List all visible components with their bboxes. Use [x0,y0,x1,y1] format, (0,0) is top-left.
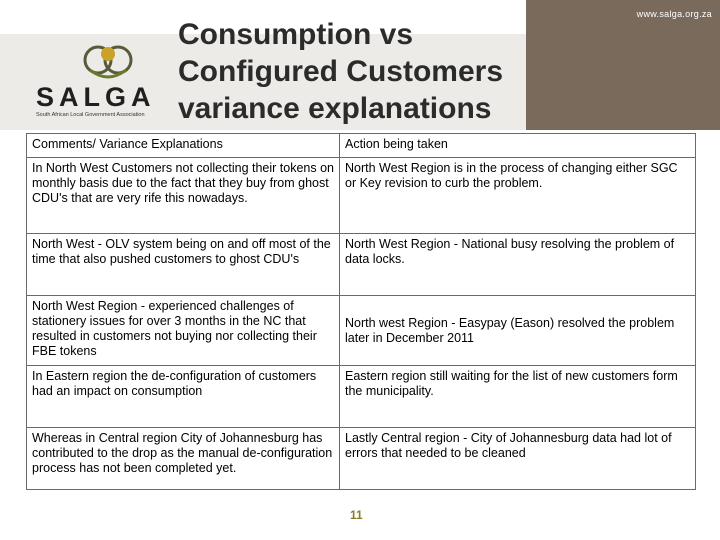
action-cell: North west Region - Easypay (Eason) resolved the problem later in December 2011 [340,296,696,366]
variance-table [26,133,696,490]
table-row [27,158,696,234]
table-row [27,428,696,490]
page-number: 11 [350,508,363,522]
salga-emblem-icon [68,40,148,82]
action-cell: North West Region is in the process of changing either SGC or Key revision to curb the problem. [340,158,696,234]
comment-cell: Whereas in Central region City of Johannesburg has contributed to the drop as the manual de-configuration process has not been completed yet. [27,428,340,490]
slide-title [178,16,538,127]
table-row [27,296,696,366]
column-header-action: Action being taken [340,134,696,158]
table-row [27,366,696,428]
variance-table-container [26,133,695,490]
title-line: variance explanations [178,92,492,125]
action-cell: Lastly Central region - City of Johannesburg data had lot of errors that needed to be cleaned [340,428,696,490]
action-cell: North West Region - National busy resolving the problem of data locks. [340,234,696,296]
logo-tagline: South African Local Government Association [36,112,145,118]
column-header-comments: Comments/ Variance Explanations [27,134,340,158]
comment-cell: North West - OLV system being on and off most of the time that also pushed customers to ghost CDU's [27,234,340,296]
comment-cell: In Eastern region the de-configuration of customers had an impact on consumption [27,366,340,428]
title-line: Configured Customers [178,55,504,88]
website-url[interactable]: www.salga.org.za [636,9,712,19]
action-cell: Eastern region still waiting for the list of new customers form the municipality. [340,366,696,428]
comment-cell: In North West Customers not collecting their tokens on monthly basis due to the fact that they buy from ghost CDU's that are very rife this nowadays. [27,158,340,234]
header-right-panel [526,0,720,130]
salga-logo [30,40,180,122]
comment-cell: North West Region - experienced challenges of stationery issues for over 3 months in the NC that resulted in customers not buying nor collecting their FBE tokens [27,296,340,366]
title-line: Consumption vs [178,18,414,51]
table-header-row [27,134,696,158]
logo-wordmark: SALGA [36,82,156,112]
table-row [27,234,696,296]
